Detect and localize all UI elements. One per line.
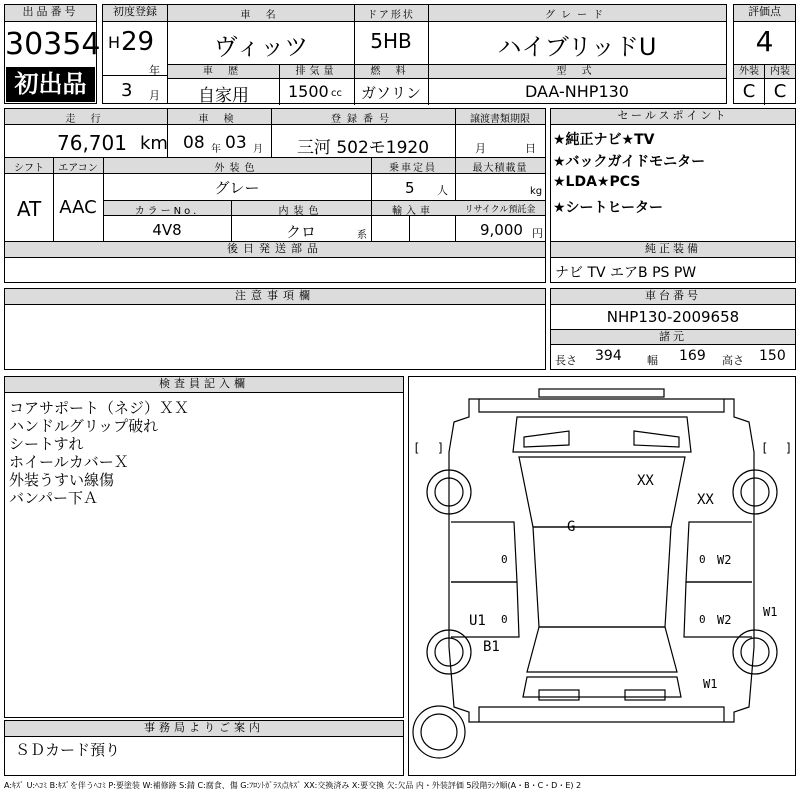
interior-color-unit: 系	[357, 230, 367, 241]
shift: AT	[16, 197, 42, 221]
year-unit: 年	[149, 64, 160, 77]
inspector-line: バンパー下Ａ	[9, 489, 98, 507]
first-listing-text: 初出品	[14, 70, 87, 98]
recycle-label: リサイクル預託金	[464, 205, 536, 215]
length: 394	[595, 348, 622, 364]
bracket-open: [	[761, 441, 769, 455]
grade: ハイブリッドU	[497, 33, 657, 61]
import-label: 輸入車	[392, 206, 434, 217]
sales-point-item: ★LDA★PCS	[553, 174, 641, 190]
windshield	[519, 457, 685, 527]
mark-rear-bumper-w1: W1	[703, 677, 718, 691]
inspection-month: 03	[225, 133, 247, 153]
aircon: AAC	[59, 197, 97, 218]
mark-hood-xx: XX	[637, 473, 654, 489]
bracket-open: [	[413, 441, 421, 455]
displacement-unit: cc	[331, 88, 342, 99]
office-label: 事務局よりご案内	[5, 721, 403, 737]
reg-no-label: 登録番号	[331, 114, 395, 125]
exterior-grade: C	[742, 81, 756, 102]
lot-number: 30354	[5, 27, 101, 62]
first-reg-month: 3	[121, 80, 133, 101]
inspector-box	[4, 376, 404, 718]
door-shape: 5HB	[370, 29, 412, 53]
interior-label: 内装	[770, 66, 790, 77]
mark-left-b1: B1	[483, 639, 500, 655]
dimensions-label: 諸元	[551, 330, 795, 345]
inspector-line: ハンドルグリップ破れ	[9, 417, 159, 435]
top-info-block	[4, 4, 796, 104]
displacement: 1500	[288, 82, 329, 101]
front-bumper	[479, 399, 724, 412]
office-value: ＳＤカード預り	[15, 741, 121, 759]
mark-zero: 0	[699, 553, 706, 566]
legend: A:ｷｽﾞ U:ﾍｺﾐ B:ｷｽﾞを伴うﾍｺﾐ P:要塗装 W:補修跡 S:錆 C:腐食、傷 G:ﾌﾛﾝﾄｶﾞﾗｽ点ｷｽﾞ XX:交換済み X:要交換 欠:欠品 内・外装評価 5段階ﾗﾝｸ順(A・B・C・D・E) 2	[4, 781, 582, 790]
sales-point-item: ★バックガイドモニター	[553, 154, 706, 170]
inspector-line: 外装うすい線傷	[9, 471, 115, 489]
mark-front-xx: XX	[697, 492, 714, 508]
mark-front-door-w2: W2	[717, 553, 732, 567]
exterior-label: 外装	[739, 66, 759, 77]
bracket-close: ]	[785, 441, 793, 455]
inspection-month-unit: 月	[253, 144, 263, 155]
score-cell	[733, 4, 796, 104]
recycle-fee: 9,000	[480, 221, 523, 239]
first-registration-cell	[102, 4, 168, 104]
car-diagram	[409, 377, 795, 775]
car-name: ヴィッツ	[213, 33, 309, 61]
lot-number-cell	[4, 4, 101, 104]
interior-grade: C	[773, 81, 787, 102]
parts-later-label: 後日発送部品	[5, 242, 545, 258]
aircon-label: エアコン	[58, 163, 98, 174]
displacement-label: 排気量	[295, 66, 338, 77]
mark-zero: 0	[501, 553, 508, 566]
office-box	[4, 720, 404, 776]
sales-points-box	[550, 108, 796, 242]
right-rear-door	[684, 582, 752, 637]
mark-rear-quarter-w1: W1	[763, 605, 778, 619]
wheel-rear-right	[733, 630, 777, 674]
capacity-label: 乗車定員	[389, 163, 437, 174]
vehicle-history: 自家用	[198, 86, 249, 106]
inspector-line: シートすれ	[9, 435, 84, 453]
car-diagram-box	[408, 376, 796, 776]
interior-color: クロ	[285, 223, 316, 241]
sales-points-label: セールスポイント	[551, 109, 795, 125]
month-unit: 月	[149, 89, 160, 102]
parts-later-box	[4, 241, 546, 283]
inspector-line: ホイールカバーＸ	[9, 453, 129, 471]
mark-left-u1: U1	[469, 613, 486, 629]
inspector-label: 検査員記入欄	[5, 377, 403, 393]
length-label: 長さ	[555, 354, 577, 367]
mileage: 76,701	[57, 131, 127, 155]
first-listing-badge	[6, 67, 95, 102]
grade-label: グレード	[545, 10, 609, 21]
width: 169	[679, 348, 706, 364]
notes-label: 注意事項欄	[5, 289, 545, 305]
inspection-label: 車 検	[198, 114, 240, 125]
int-color-label: 内装色	[278, 206, 324, 217]
color-no-label: カラーNo.	[134, 206, 200, 217]
wheel-front-right	[733, 470, 777, 514]
fuel: ガソリン	[360, 84, 421, 102]
middle-info-grid	[4, 108, 546, 242]
mileage-label: 走 行	[65, 114, 107, 125]
score: 4	[755, 25, 774, 58]
color-number: 4V8	[152, 221, 182, 239]
shift-label: シフト	[14, 163, 44, 174]
era: H	[108, 33, 121, 52]
mileage-unit: km	[140, 133, 168, 154]
max-load-label: 最大積載量	[472, 163, 528, 174]
transfer-day-unit: 日	[525, 142, 536, 155]
first-reg-year: 29	[121, 27, 155, 57]
chassis-label: 車台番号	[551, 289, 795, 305]
equipment-label: 純正装備	[551, 242, 795, 258]
mark-windshield-g: G	[567, 519, 576, 535]
height-label: 高さ	[722, 354, 744, 367]
lot-number-label: 出品番号	[5, 5, 96, 22]
chassis-number: NHP130-2009658	[606, 308, 740, 326]
bracket-close: ]	[437, 441, 445, 455]
equipment-value: ナビ TV エアB PS PW	[555, 265, 697, 281]
rear-bumper	[479, 707, 724, 722]
width-label: 幅	[647, 354, 658, 367]
fuel-label: 燃 料	[370, 66, 412, 77]
sales-point-item: ★純正ナビ★TV	[553, 132, 655, 148]
transfer-label: 譲渡書類期限	[470, 114, 530, 125]
ext-color-label: 外装色	[214, 163, 260, 174]
car-name-label: 車 名	[240, 10, 282, 21]
capacity: 5	[405, 179, 415, 197]
capacity-unit: 人	[437, 184, 448, 197]
inspection-year-unit: 年	[211, 144, 221, 155]
notes-box	[4, 288, 546, 370]
car-body-outline	[449, 399, 754, 722]
exterior-color: グレー	[214, 179, 260, 197]
chassis-box	[550, 288, 796, 370]
registration-number: 三河 502モ1920	[296, 138, 430, 158]
inspection-year: 08	[183, 133, 205, 153]
mark-zero: 0	[699, 613, 706, 626]
model-label: 型 式	[556, 66, 598, 77]
vehicle-spec-grid	[167, 4, 727, 104]
height: 150	[759, 348, 786, 364]
sales-point-item: ★シートヒーター	[553, 200, 663, 216]
model-code: DAA-NHP130	[525, 82, 629, 101]
first-registration-label: 初度登録	[103, 5, 167, 22]
right-front-door	[686, 522, 752, 582]
mark-rear-door-w2: W2	[717, 613, 732, 627]
transfer-month-unit: 月	[475, 142, 486, 155]
history-label: 車 歴	[202, 66, 245, 77]
left-front-door	[451, 522, 517, 582]
inspector-line: コアサポート（ネジ）ＸＸ	[9, 399, 190, 417]
roof	[533, 527, 671, 627]
equipment-box	[550, 241, 796, 283]
score-label: 評価点	[734, 5, 795, 22]
max-load-unit: kg	[530, 186, 543, 197]
door-shape-label: ドア形状	[367, 10, 415, 21]
mark-zero: 0	[501, 613, 508, 626]
recycle-unit: 円	[532, 227, 543, 240]
rear-glass	[527, 627, 677, 672]
